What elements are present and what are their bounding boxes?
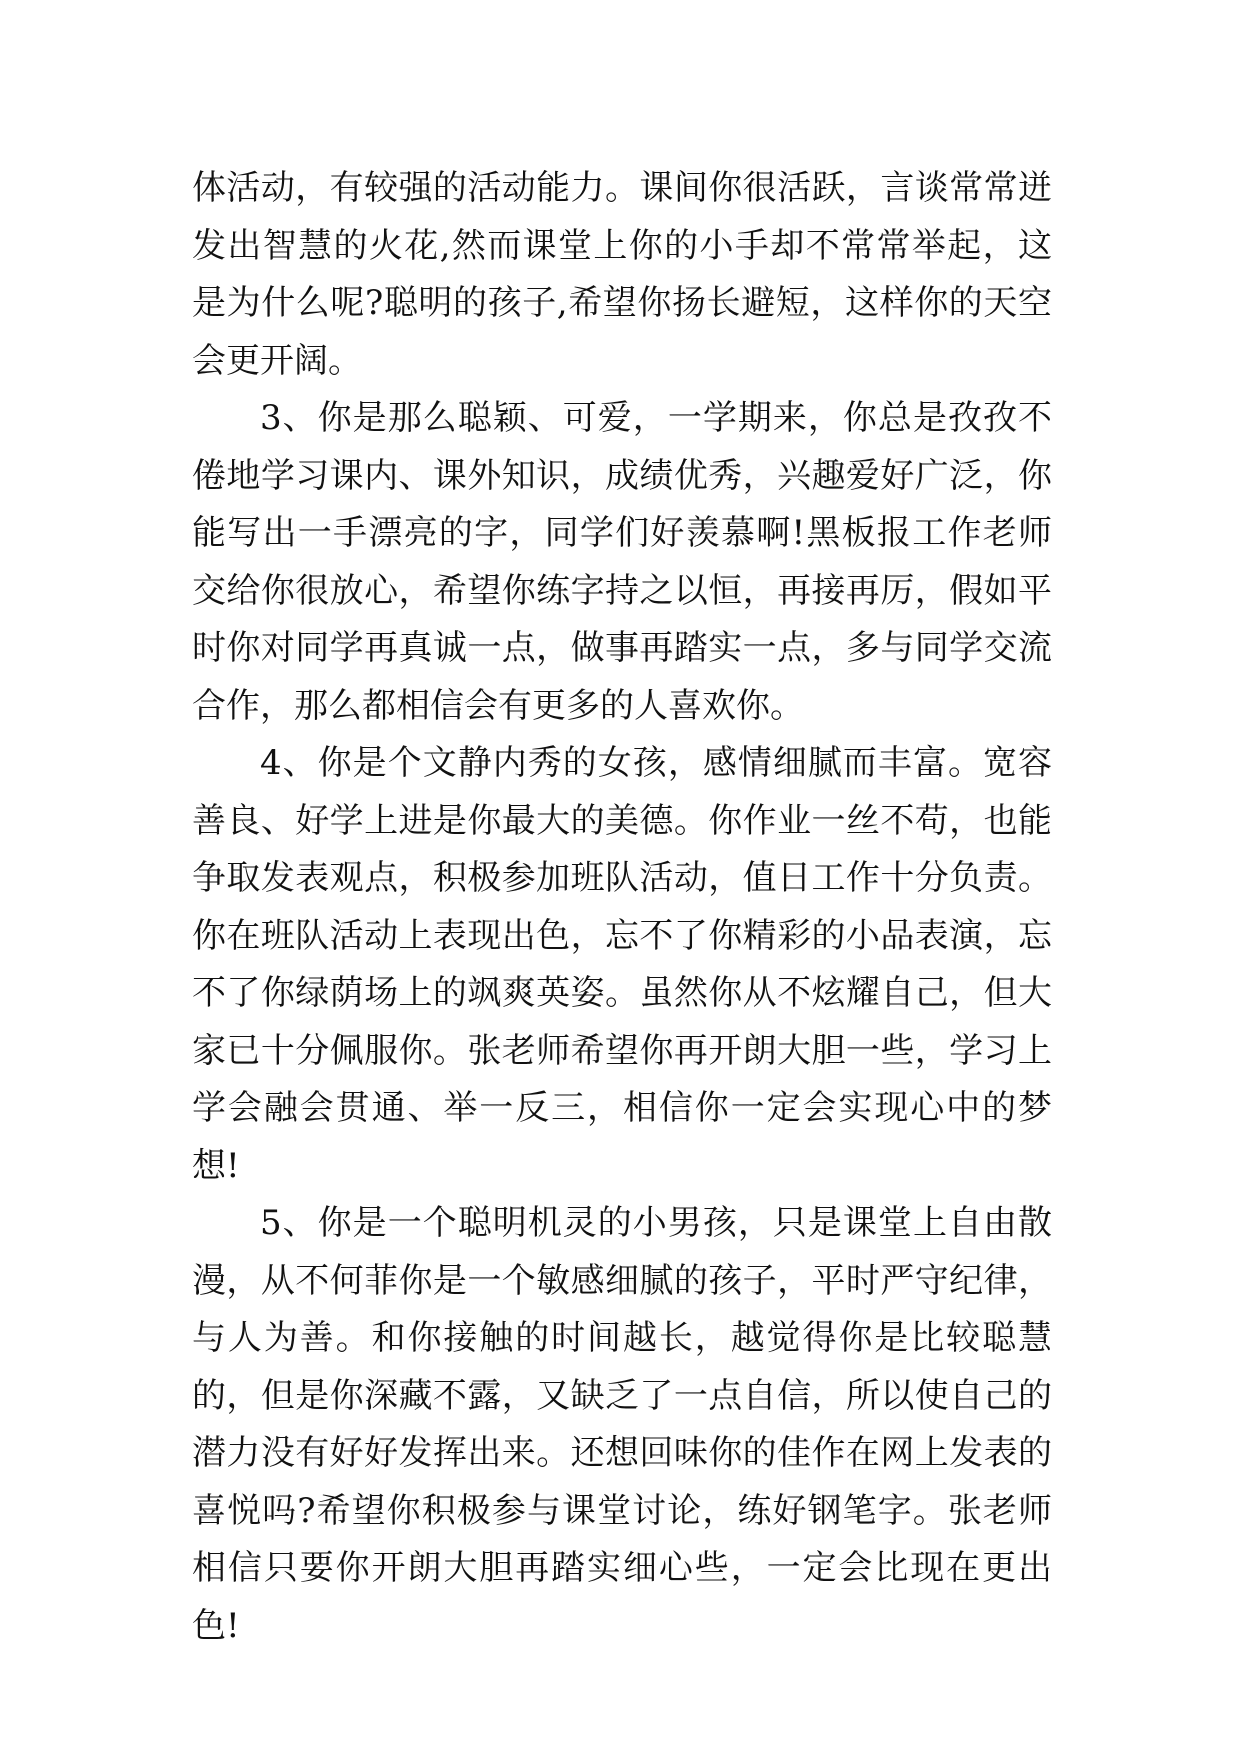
paragraph-continuation: 体活动，有较强的活动能力。课间你很活跃，言谈常常迸发出智慧的火花,然而课堂上你的小手却不常常举起，这是为什么呢?聪明的孩子,希望你扬长避短，这样你的天空会更开阔。 bbox=[192, 168, 1052, 381]
paragraph-comment-3: 3、你是那么聪颖、可爱，一学期来，你总是孜孜不倦地学习课内、课外知识，成绩优秀，兴趣爱好广泛，你能写出一手漂亮的字，同学们好羡慕啊!黑板报工作老师交给你很放心，希望你练字持之以恒，再接再厉，假如平时你对同学再真诚一点，做事再踏实一点，多与同学交流合作，那么都相信会有更多的人喜欢你。 bbox=[192, 398, 1052, 726]
document-body bbox=[192, 160, 1052, 1655]
paragraph-comment-4: 4、你是个文静内秀的女孩，感情细腻而丰富。宽容善良、好学上进是你最大的美德。你作业一丝不苟，也能争取发表观点，积极参加班队活动，值日工作十分负责。你在班队活动上表现出色，忘不了你精彩的小品表演，忘不了你绿荫场上的飒爽英姿。虽然你从不炫耀自己，但大家已十分佩服你。张老师希望你再开朗大胆一些，学习上学会融会贯通、举一反三，相信你一定会实现心中的梦想! bbox=[192, 743, 1052, 1186]
paragraph-comment-5: 5、你是一个聪明机灵的小男孩，只是课堂上自由散漫，从不何菲你是一个敏感细腻的孩子，平时严守纪律，与人为善。和你接触的时间越长，越觉得你是比较聪慧的，但是你深藏不露，又缺乏了一点自信，所以使自己的潜力没有好好发挥出来。还想回味你的佳作在网上发表的喜悦吗?希望你积极参与课堂讨论，练好钢笔字。张老师相信只要你开朗大胆再踏实细心些，一定会比现在更出色! bbox=[192, 1203, 1052, 1646]
